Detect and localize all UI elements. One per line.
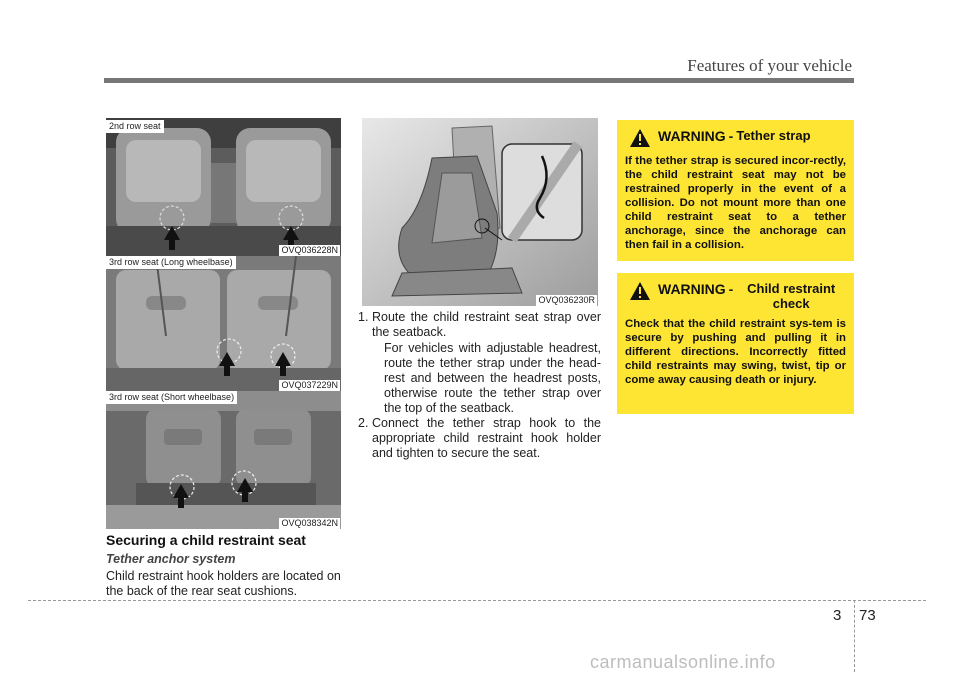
section-title: Securing a child restraint seat xyxy=(106,532,306,548)
warning-body: Check that the child restraint sys-tem is secure by pushing and pulling it in different directions. Incorrectly fitted child restraints may swing, twist, tip or come away causing death or injury. xyxy=(625,318,846,386)
step-text: Route the child restraint seat strap over the seatback. xyxy=(372,310,601,339)
figure-code: OVQ036228N xyxy=(281,245,338,255)
chapter-number: 3 xyxy=(833,607,842,624)
watermark: carmanualsonline.info xyxy=(590,652,776,672)
warning-body: If the tether strap is secured incor-rectly, the child restraint seat may not be restrained properly in the event of a collision. Do not mount more than one child restraint seat to a tether anchorage, since the anchorage can then fail in a collision. xyxy=(625,155,846,251)
footer-divider xyxy=(854,600,855,672)
figure-code: OVQ036230R xyxy=(538,295,595,305)
figure-second-row-seat xyxy=(106,118,341,256)
figure-third-row-short xyxy=(106,391,341,529)
figure-third-row-long xyxy=(106,256,341,391)
page-header-title: Features of your vehicle xyxy=(687,56,852,75)
section-subtitle: Tether anchor system xyxy=(106,552,236,566)
step-item xyxy=(358,416,601,461)
step-number: 2. xyxy=(358,416,369,430)
child-seat-illustration xyxy=(362,118,598,306)
warning-header xyxy=(625,128,846,148)
step-note: For vehicles with adjustable headrest, route the tether strap under the head-rest and between the headrest posts, otherwise route the tether strap over the top of the seatback. xyxy=(384,341,601,415)
warning-box-child-restraint-check xyxy=(617,273,854,414)
warning-topic: Child restraint check xyxy=(747,281,836,311)
warning-word: WARNING xyxy=(658,281,726,297)
second-row-seat-illustration xyxy=(106,118,341,256)
figure-label: 3rd row seat (Long wheelbase) xyxy=(106,256,236,269)
step-text: Connect the tether strap hook to the appropriate child restraint hook holder and tighten to secure the seat. xyxy=(372,416,601,460)
step-number: 1. xyxy=(358,310,369,324)
figure-label: 3rd row seat (Short wheelbase) xyxy=(106,391,237,404)
warning-triangle-icon xyxy=(629,281,651,301)
figure-child-seat xyxy=(362,118,598,306)
warning-box-tether-strap xyxy=(617,120,854,261)
footer-rule xyxy=(28,600,926,601)
third-row-long-illustration xyxy=(106,256,341,391)
warning-triangle-icon xyxy=(629,128,651,148)
warning-header xyxy=(625,281,846,311)
section-body: Child restraint hook holders are located on the back of the rear seat cushions. xyxy=(106,569,341,598)
warning-topic: Tether strap xyxy=(736,128,811,143)
instruction-steps xyxy=(358,310,601,461)
page-number: 73 xyxy=(859,607,876,624)
figure-label: 2nd row seat xyxy=(106,120,164,133)
step-item xyxy=(358,310,601,416)
warning-word: WARNING xyxy=(658,128,726,144)
header-rule xyxy=(104,78,854,83)
third-row-short-illustration xyxy=(106,391,341,529)
warning-dash: - xyxy=(728,281,734,297)
figure-code: OVQ037229N xyxy=(281,380,338,390)
figure-code: OVQ038342N xyxy=(281,518,338,528)
warning-dash: - xyxy=(728,128,734,144)
